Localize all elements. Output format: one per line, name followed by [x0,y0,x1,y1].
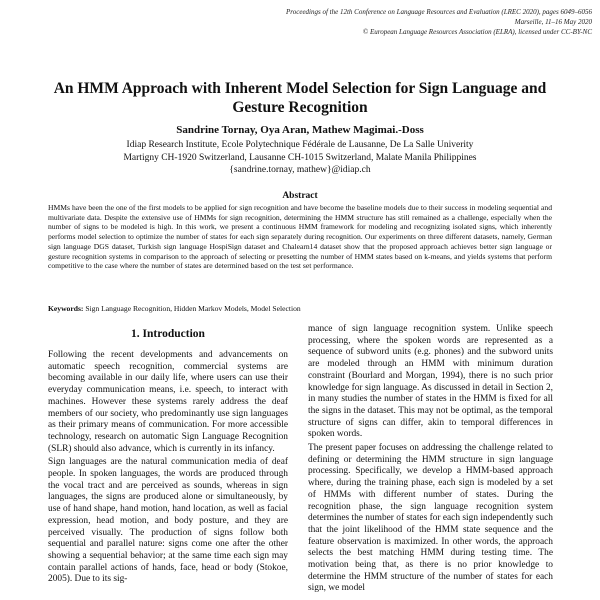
intro-paragraph-2: Sign languages are the natural communication media of deaf people. In spoken languages, the words are produced through the vocal tract and are perceived as sounds, whereas in sign languages, the signs are produced alone or simultaneously, by use of hand shape, hand motion, hand location, as well as facial expression, head motion, and body posture, and they are perceived visually. The production of signs follow both sequential and parallel nature: signs come one after the other showing a sequential behavior; at the same time each sign may contain parallel actions of hands, face, head or body (Stokoe, 2005). Due to its sig- [48,457,288,585]
affiliations [40,139,560,177]
keywords [48,304,552,313]
proceedings-location: Marseille, 11–16 May 2020 [514,18,592,26]
left-column [48,350,288,588]
affiliation-line-1: Idiap Research Institute, Ecole Polytechnique Fédérale de Lausanne, De La Salle Univerity [126,140,474,150]
title-line-2: Gesture Recognition [232,99,368,116]
email-line: {sandrine.tornay, mathew}@idiap.ch [229,165,371,175]
intro-paragraph-3: mance of sign language recognition system. Unlike speech processing, where the spoken words are represented as a sequence of subword units (e.g. phones) and the subword units are modeled through an HMM with minimum duration constraint (Bourlard and Morgan, 1994), there is no such prior knowledge for sign language. As discussed in detail in Section 2, in many studies the number of states in the HMM is fixed for all the signs in the dataset. This may not be optimal, as the temporal structure of signs can differ, akin to temporal differences in spoken words. [308,324,553,440]
intro-paragraph-1: Following the recent developments and advancements on automatic speech recognition, commercial systems are becoming available in our daily life, where users can use their everyday communication means, i.e. speech, to interact with machines. However these systems rarely address the deaf members of our society, who predominantly use sign languages as their primary means of communication. For more accessible technology, research on automatic Sign Language Recognition (SLR) should also advance, which is currently in its infancy. [48,350,288,454]
abstract-text: HMMs have been the one of the first models to be applied for sign recognition and have become the baseline models due to their success in modeling sequential and multivariate data. Despite the extensive use of HMMs for sign recognition, determining the HMM structure has still remained as a challenge, especially when the number of signs to be modeled is high. In this work, we present a continuous HMM framework for modeling and recognizing isolated signs, which inherently performs model selection to optimize the number of states for each sign separately during recognition. Our experiments on three different datasets, namely, German sign language DGS dataset, Turkish sign language HospiSign dataset and Chalearn14 dataset show that the proposed approach achieves better sign language or gesture recognition systems in comparison to the approach of selecting or presetting the number of HMM states based on k-means, and yields systems that perform competitive to the case where the number of states are determined based on the test set performance. [48,203,552,271]
authors: Sandrine Tornay, Oya Aran, Mathew Magimai.-Doss [176,124,424,136]
right-column [308,324,553,597]
affiliation-line-2: Martigny CH-1920 Switzerland, Lausanne CH-1015 Switzerland, Malate Manila Philippines [123,152,477,163]
title-line-1: An HMM Approach with Inherent Model Selection for Sign Language and [53,80,547,97]
paper-title [40,79,560,117]
abstract-heading: Abstract [282,191,318,201]
proceedings-line: Proceedings of the 12th Conference on Language Resources and Evaluation (LREC 2020), pages 6049–6056 [285,8,592,16]
keywords-label: Keywords: [48,304,84,313]
keywords-text: Sign Language Recognition, Hidden Markov Models, Model Selection [83,304,301,313]
section-heading-introduction: 1. Introduction [131,328,205,340]
intro-paragraph-4: The present paper focuses on addressing the challenge related to defining or determining the HMM structure in sign language processing. Specifically, we develop a HMM-based approach where, during the training phase, each sign is modeled by a set of HMMs with different number of states. During the recognition phase, the sign language recognition system determines the number of states for each sign independently such that the joint likelihood of the HMM state sequence and the feature observation is maximized. In other words, the approach selects the best matching HMM during testing time. The motivation being that, as there is no prior knowledge to determine the HMM structure of the number of states for each sign, we model [308,443,553,594]
proceedings-license: © European Language Resources Association (ELRA), licensed under CC-BY-NC [362,28,592,36]
proceedings-header [258,7,592,37]
